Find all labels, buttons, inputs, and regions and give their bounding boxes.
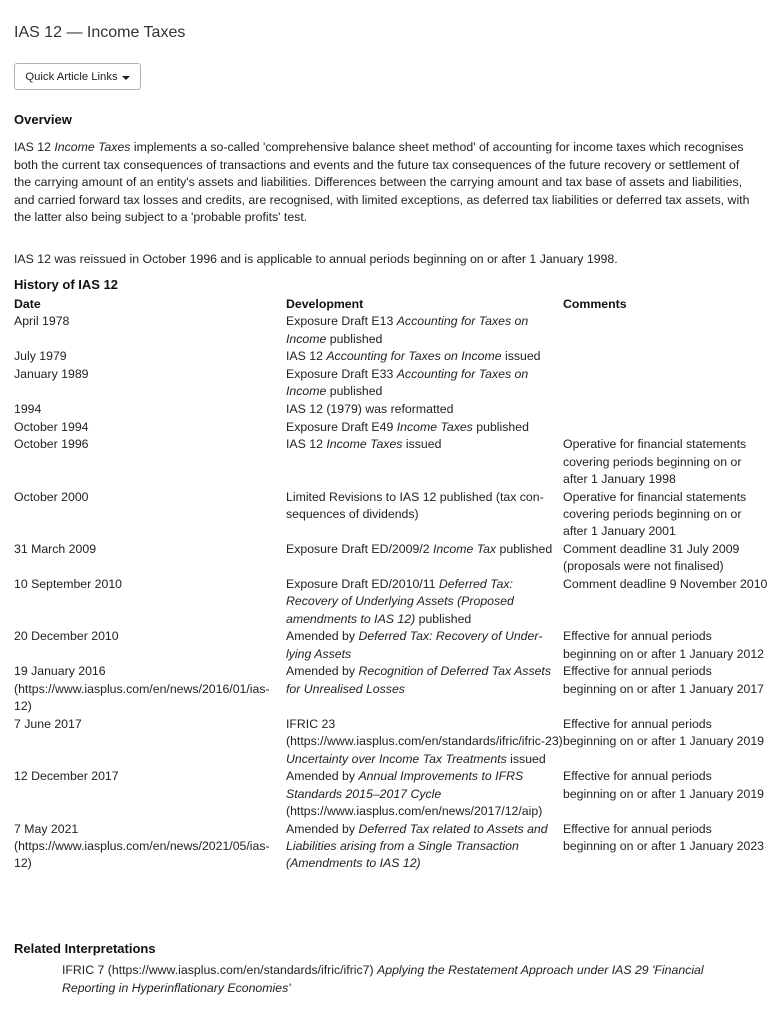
italic-title-text: Income Taxes	[326, 437, 403, 452]
row-date: 7 May 2021 (https://www.iasplus.com/en/news/2021/05/ias-12)	[14, 821, 270, 871]
related-interpretations-heading: Related Interpretations	[14, 941, 156, 956]
table-row	[14, 348, 768, 366]
row-development	[286, 768, 563, 820]
text-segment: Amended by	[286, 629, 359, 644]
history-table	[14, 296, 768, 873]
row-comments: Operative for financial statements covering periods beginning on or after 1 January 1998	[563, 437, 747, 486]
text-segment: Amended by	[286, 821, 359, 836]
text-segment: published	[326, 331, 383, 346]
row-comments	[563, 366, 768, 401]
text-segment: issued	[501, 349, 541, 364]
table-row	[14, 401, 768, 419]
italic-title-text: Accounting for Taxes on Income	[286, 314, 529, 346]
text-segment: Exposure Draft E49	[286, 419, 397, 434]
row-development	[286, 419, 563, 437]
row-comments: Effective for annual periods beginning on or after 1 January 2019	[563, 716, 764, 749]
row-date: 19 January 2016 (https://www.iasplus.com/en/news/2016/01/ias-12)	[14, 664, 270, 714]
text-segment: IAS 12 (1979) was reformatted	[286, 402, 454, 416]
row-comments: Operative for financial statements covering periods beginning on or after 1 January 2001	[563, 489, 747, 539]
page-title: IAS 12 — Income Taxes	[14, 24, 186, 41]
caret-down-icon	[122, 76, 130, 80]
column-header-comments: Comments	[563, 297, 627, 311]
column-header-date: Date	[14, 297, 41, 311]
italic-title-text: Annual Improvements to IFRS Standards 2015–2017 Cycle	[286, 769, 524, 801]
italic-title-text: Income Taxes	[396, 419, 473, 434]
overview-heading: Overview	[14, 112, 72, 127]
row-date: October 2000	[14, 489, 89, 504]
table-row	[14, 628, 768, 663]
table-header-row	[14, 296, 768, 313]
table-row	[14, 419, 768, 437]
row-development	[286, 576, 563, 628]
quick-article-links-button[interactable]	[14, 63, 141, 90]
table-row	[14, 768, 768, 820]
overview-paragraph	[14, 139, 758, 227]
row-comments: Effective for annual periods beginning on or after 1 January 2017	[563, 664, 764, 696]
row-date: October 1994	[14, 419, 89, 434]
row-development	[286, 821, 563, 873]
row-date: 12 December 2017	[14, 769, 119, 784]
text-segment: IAS 12	[286, 437, 327, 452]
history-heading: History of IAS 12	[14, 277, 119, 292]
row-date: 7 June 2017	[14, 716, 82, 731]
italic-title-text: Recognition of Deferred Tax Assets for Unrealised Losses	[286, 664, 551, 696]
row-development	[286, 663, 563, 715]
italic-title-text: Deferred Tax related to Assets and Liabilities arising from a Single Transaction (Amendments to IAS 12)	[286, 821, 548, 871]
row-development	[286, 436, 563, 488]
text-segment: IFRIC 23 (https://www.iasplus.com/en/standards/ifric/ifric-23)	[286, 716, 563, 749]
italic-title-text: Applying the Restatement Approach under IAS 29 'Financial Reporting in Hyperinflationary Economies'	[62, 963, 704, 995]
row-comments: Effective for annual periods beginning on or after 1 January 2019	[563, 769, 764, 801]
text-segment: issued	[402, 437, 442, 452]
table-row	[14, 366, 768, 401]
row-date: July 1979	[14, 349, 67, 364]
row-date: 20 December 2010	[14, 629, 119, 644]
text-segment: IAS 12	[14, 140, 55, 154]
row-date: January 1989	[14, 367, 89, 381]
reissue-paragraph: IAS 12 was reissued in October 1996 and is applicable to annual periods beginning on or after 1 January 1998.	[14, 252, 618, 266]
text-segment: IFRIC 7 (https://www.iasplus.com/en/standards/ifric/ifric7)	[62, 963, 378, 977]
italic-title-text: Accounting for Taxes on Income	[326, 349, 502, 364]
text-segment: Exposure Draft ED/2009/2	[286, 542, 433, 556]
table-row	[14, 313, 768, 348]
text-segment: IAS 12	[286, 349, 327, 364]
related-interpretations-list	[62, 962, 758, 997]
text-segment: Amended by	[286, 664, 359, 679]
italic-title-text: Income Taxes	[54, 140, 131, 154]
row-comments	[563, 313, 768, 348]
text-segment: Limited Revisions to IAS 12 published (tax consequences of dividends)	[286, 489, 544, 521]
italic-title-text: Accounting for Taxes on Income	[286, 367, 529, 399]
text-segment: issued	[506, 751, 546, 766]
history-table-body	[14, 313, 768, 873]
row-comments	[563, 348, 768, 366]
table-row	[14, 821, 768, 873]
column-header-development: Development	[286, 297, 364, 311]
text-segment: Exposure Draft E13	[286, 314, 397, 329]
row-comments	[563, 401, 768, 419]
row-development	[286, 716, 563, 768]
text-segment: Exposure Draft E33	[286, 367, 397, 381]
table-row	[14, 541, 768, 576]
text-segment: published	[415, 611, 472, 626]
italic-title-text: Income Tax	[432, 542, 497, 556]
row-date: April 1978	[14, 314, 70, 329]
text-segment: published	[496, 542, 553, 556]
italic-title-text: Uncertainty over Income Tax Treatments	[286, 751, 507, 766]
row-date: 31 March 2009	[14, 542, 97, 556]
row-development	[286, 628, 563, 663]
row-comments: Effective for annual periods beginning on or after 1 January 2012	[563, 629, 764, 661]
row-date: October 1996	[14, 437, 89, 452]
row-comments	[563, 419, 768, 437]
text-segment: published	[326, 384, 383, 399]
row-date: 10 September 2010	[14, 577, 123, 591]
table-row	[14, 663, 768, 715]
table-row	[14, 716, 768, 768]
text-segment: published	[472, 419, 529, 434]
row-development	[286, 313, 563, 348]
text-segment: (https://www.iasplus.com/en/news/2017/12/aip)	[286, 804, 543, 819]
table-row	[14, 489, 768, 541]
row-comments: Comment deadline 31 July 2009 (proposals were not finalised)	[563, 542, 740, 574]
row-date: 1994	[14, 402, 42, 416]
quick-article-links-label: Quick Article Links	[25, 70, 118, 83]
table-row	[14, 576, 768, 628]
text-segment: Amended by	[286, 769, 359, 784]
italic-title-text: Deferred Tax: Recovery of Underlying Assets	[286, 629, 543, 661]
row-development	[286, 541, 563, 576]
row-development	[286, 401, 563, 419]
row-development	[286, 366, 563, 401]
text-segment: Exposure Draft ED/2010/11	[286, 577, 439, 591]
row-development	[286, 348, 563, 366]
row-comments: Effective for annual periods beginning on or after 1 January 2023	[563, 821, 764, 854]
text-segment: implements a so-called 'comprehensive balance sheet method' of accounting for income taxes which recognises both the current tax consequences of transactions and events and the future tax consequences of the future recovery or settlement of the carrying amount of an entity's assets and liabilities. Differences between the carrying amount and tax base of assets and liabilities, and carried forward tax losses and credits, are recognised, with limited exceptions, as deferred tax liabilities or deferred tax assets, with the latter also being subject to a 'probable profits' test.	[14, 140, 750, 224]
table-row	[14, 436, 768, 488]
row-comments: Comment deadline 9 November 2010	[563, 577, 768, 591]
list-item	[62, 962, 758, 997]
row-development	[286, 489, 563, 541]
italic-title-text: Deferred Tax: Recovery of Underlying Assets (Proposed amendments to IAS 12)	[286, 577, 514, 626]
